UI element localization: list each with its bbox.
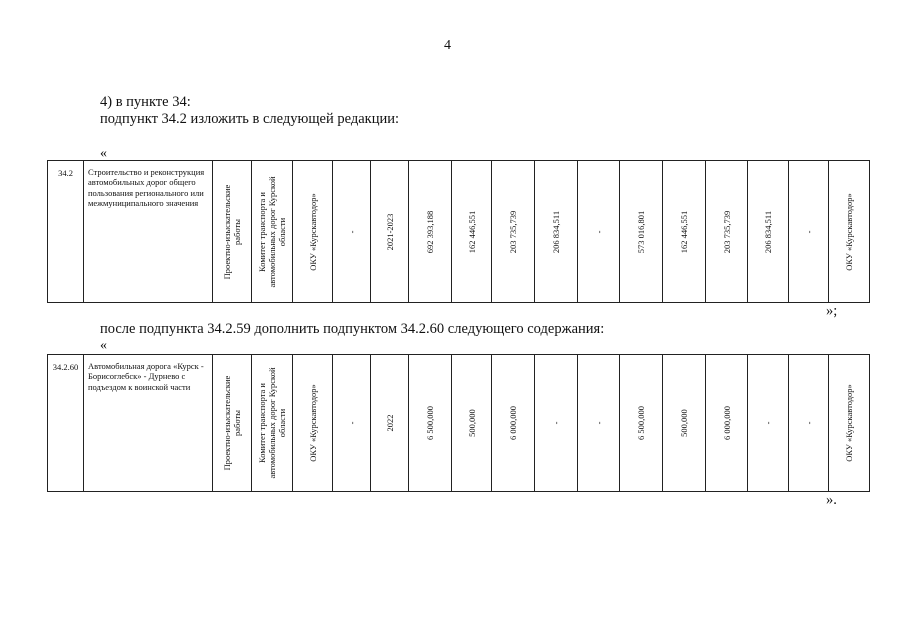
dash-cell bbox=[578, 355, 620, 492]
period-cell bbox=[371, 161, 409, 303]
value-2023: 206 834,511 bbox=[551, 210, 561, 253]
total-value: 6 500,000 bbox=[425, 406, 435, 440]
value-4: 6 000,000 bbox=[721, 406, 732, 440]
table-subitem-34-2-60 bbox=[47, 354, 870, 492]
total-cell bbox=[620, 161, 663, 303]
builder-cell bbox=[293, 161, 333, 303]
table-subitem-34-2 bbox=[47, 160, 870, 303]
dash-cell bbox=[789, 161, 829, 303]
value-2022b: 203 735,739 bbox=[721, 210, 732, 253]
value-2: 6 000,000 bbox=[508, 406, 518, 440]
value-2021b: 162 446,551 bbox=[679, 210, 689, 253]
object-name: Автомобильная дорога «Курск - Борисоглебск» - Дурнево с подъездом к воинской части bbox=[84, 355, 213, 492]
dash-value: - bbox=[593, 421, 604, 425]
operator: ОКУ «Курскавтодор» bbox=[844, 384, 854, 462]
customer-cell bbox=[252, 355, 293, 492]
value-2023b: 206 834,511 bbox=[763, 210, 773, 253]
dash-cell bbox=[789, 355, 829, 492]
dash-value: - bbox=[803, 230, 814, 233]
value-cell bbox=[663, 355, 706, 492]
dash-cell bbox=[333, 355, 371, 492]
value-cell bbox=[663, 161, 706, 303]
total-value-2: 6 500,000 bbox=[636, 406, 646, 440]
value-cell bbox=[706, 355, 748, 492]
open-quote-1: « bbox=[100, 146, 107, 161]
value-cell bbox=[706, 161, 748, 303]
dash-cell bbox=[333, 161, 371, 303]
total-value: 692 393,188 bbox=[425, 210, 435, 253]
work-type-cell bbox=[213, 161, 252, 303]
dash-value: - bbox=[763, 421, 773, 425]
dash-value: - bbox=[803, 421, 814, 425]
dash-cell bbox=[578, 161, 620, 303]
close-quote-2: ». bbox=[826, 492, 837, 508]
intro-line-1: 4) в пункте 34: bbox=[100, 94, 191, 110]
page-number: 4 bbox=[444, 38, 451, 53]
builder-cell bbox=[293, 355, 333, 492]
value-cell bbox=[748, 161, 789, 303]
customer-cell bbox=[252, 161, 293, 303]
table-row bbox=[48, 355, 870, 492]
dash-cell bbox=[535, 355, 578, 492]
value-cell bbox=[492, 161, 535, 303]
total-cell bbox=[620, 355, 663, 492]
total-value-2: 573 016,801 bbox=[636, 210, 646, 253]
dash-cell bbox=[748, 355, 789, 492]
middle-line: после подпункта 34.2.59 дополнить подпунктом 34.2.60 следующего содержания: bbox=[100, 321, 605, 337]
period: 2022 bbox=[384, 414, 395, 432]
value-2022: 203 735,739 bbox=[508, 210, 518, 253]
builder: ОКУ «Курскавтодор» bbox=[307, 192, 318, 271]
dash-value: - bbox=[346, 230, 357, 233]
customer: Комитет транспорта и автомобильных дорог Курской области bbox=[257, 367, 287, 479]
customer: Комитет транспорта и автомобильных дорог Курской области bbox=[257, 176, 287, 288]
row-number: 34.2 bbox=[48, 161, 84, 303]
total-cell bbox=[409, 161, 452, 303]
object-name: Строительство и реконструкция автомобильных дорог общего пользования регионального или межмуниципального значения bbox=[84, 161, 213, 303]
operator-cell bbox=[829, 355, 870, 492]
value-cell bbox=[492, 355, 535, 492]
row-number: 34.2.60 bbox=[48, 355, 84, 492]
dash-value: - bbox=[593, 230, 604, 233]
dash-value: - bbox=[551, 421, 561, 425]
period-cell bbox=[371, 355, 409, 492]
dash-value: - bbox=[346, 421, 357, 425]
total-cell bbox=[409, 355, 452, 492]
value-1: 500,000 bbox=[466, 409, 477, 437]
value-3: 500,000 bbox=[679, 409, 689, 437]
table-row bbox=[48, 161, 870, 303]
value-cell bbox=[452, 161, 492, 303]
work-type: Проектно-изыскательские работы bbox=[222, 375, 242, 471]
value-2021: 162 446,551 bbox=[466, 210, 477, 253]
value-cell bbox=[452, 355, 492, 492]
period: 2021-2023 bbox=[384, 213, 395, 250]
work-type-cell bbox=[213, 355, 252, 492]
builder: ОКУ «Курскавтодор» bbox=[307, 384, 318, 462]
open-quote-2: « bbox=[100, 338, 107, 353]
value-cell bbox=[535, 161, 578, 303]
close-quote-1: »; bbox=[826, 303, 838, 319]
intro-line-2: подпункт 34.2 изложить в следующей редакции: bbox=[100, 111, 400, 127]
operator: ОКУ «Курскавтодор» bbox=[844, 192, 854, 271]
work-type: Проектно-изыскательские работы bbox=[222, 184, 242, 279]
operator-cell bbox=[829, 161, 870, 303]
